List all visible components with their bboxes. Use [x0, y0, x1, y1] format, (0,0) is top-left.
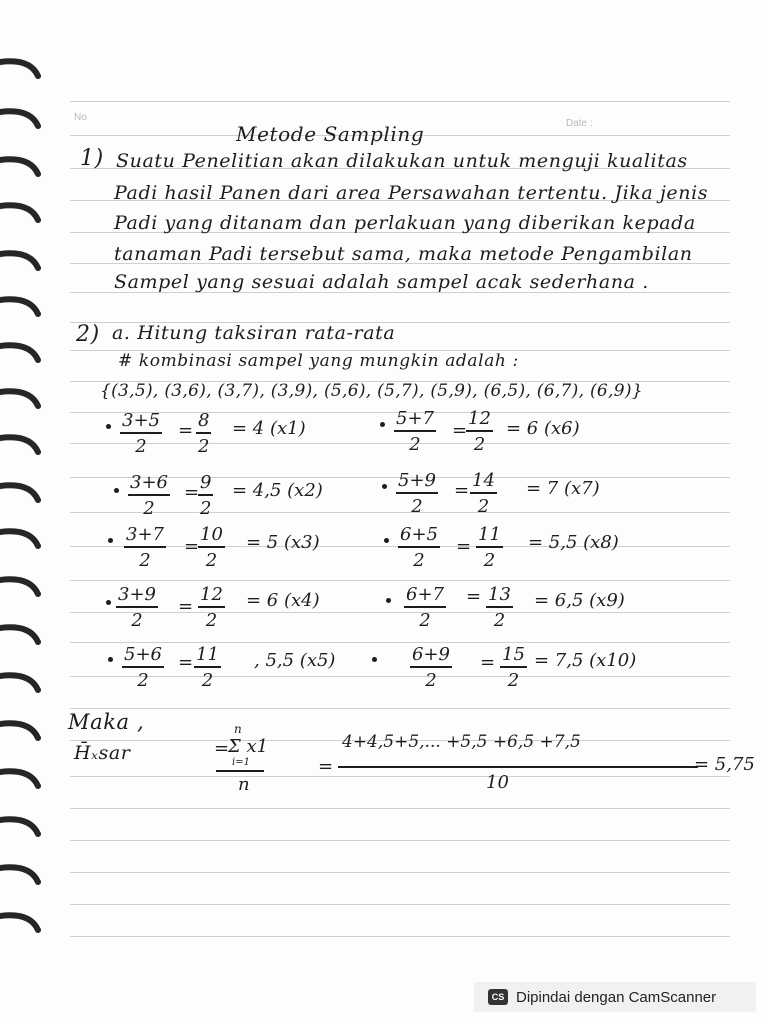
camscanner-watermark: [474, 982, 756, 1012]
fraction: $\frac{3+7}{2}$: [126, 524, 164, 571]
question-1-line: Suatu Penelitian akan dilakukan untuk menguji kualitas: [116, 150, 688, 172]
mean-label: H̄ₓsar: [74, 742, 131, 764]
calc-result: = 4,5 (x2): [232, 480, 323, 501]
fraction: $\frac{15}{2}$: [502, 644, 525, 691]
question-1-line: Padi yang ditanam dan perlakuan yang diberikan kepada: [114, 212, 696, 234]
final-result: = 5,75: [694, 754, 755, 775]
fraction: $\frac{9}{2}$: [200, 472, 212, 519]
fraction: $\frac{5+7}{2}$: [396, 408, 434, 455]
calc-result: , 5,5 (x5): [254, 650, 336, 671]
fraction: $\frac{6+9}{2}$: [412, 644, 450, 691]
question-1-line: tanaman Padi tersebut sama, maka metode Pengambilan: [114, 243, 693, 265]
fraction: $\frac{5+9}{2}$: [398, 470, 436, 517]
calc-result: = 6 (x6): [506, 418, 580, 439]
calc-result: = 7,5 (x10): [534, 650, 637, 671]
calc-result: = 5 (x3): [246, 532, 320, 553]
question-2-number: 2): [76, 322, 100, 347]
fraction: $\frac{13}{2}$: [488, 584, 511, 631]
watermark-text: Dipindai dengan CamScanner: [516, 988, 717, 1006]
notebook-page: No Date : Metode Sampling 1) Suatu Penelitian akan dilakukan untuk menguji kualitas Padi hasil Panen dari area Persawahan tertentu. Jika jenis Padi yang ditanam dan perlakuan yang diberikan kepada tanaman Padi tersebut sama, maka metode Pengambilan Sampel yang sesuai adalah sampel acak sederhana . 2) a. Hitung taksiran rata-rata # kombinasi sampel yang mungkin adalah : {(3,5), (3,6), (3,7), (3,9), (5,6), (5,7), (5,9), (6,5), (6,7), (6,9)} $\frac{3+5}{2}$ = $\frac{8}{2}$ = 4 (x1) $\frac{3+6}{2}$ = $\frac{9}{2}$ = 4,5 (x2) $\frac{3+7}{2}$ = $\frac{10}{2}$ = 5 (x3) $\frac{3+9}{2}$ = $\frac{12}{2}$ = 6 (x4) $\frac{5+6}{2}$ = $\frac{11}{2}$ , 5,5 (x5) $\frac{5+7}{2}$ = $\frac{12}{2}$ = 6 (x6) $\frac{5+9}{2}$ = $\frac{14}{2}$ = 7 (x7) $\frac{6+5}{2}$ = $\frac{11}{2}$ = 5,5 (x8) $\frac{6+7}{2}$ = $\frac{13}{2}$ = 6,5 (x9) $\frac{6+9}{2}$ = $\frac{15}{2}$ = 7,5 (x10) Maka , H̄ₓsar = n Σ x1 i=1 n = 4+4,5+5,... +5,5 +6,5 +7,5 10 = 5,75: [0, 0, 768, 1024]
conclusion-label: Maka ,: [68, 710, 145, 734]
question-2-heading: a. Hitung taksiran rata-rata: [112, 322, 396, 344]
fraction: $\frac{11}{2}$: [478, 524, 501, 571]
calc-result: = 4 (x1): [232, 418, 306, 439]
date-label: Date :: [566, 118, 593, 129]
fraction: $\frac{6+7}{2}$: [406, 584, 444, 631]
calc-result: = 7 (x7): [526, 478, 600, 499]
question-1-number: 1): [80, 146, 104, 171]
fraction: $\frac{14}{2}$: [472, 470, 495, 517]
question-1-line: Sampel yang sesuai adalah sampel acak sederhana .: [114, 271, 649, 293]
page-title: Metode Sampling: [236, 122, 425, 146]
fraction: $\frac{12}{2}$: [200, 584, 223, 631]
fraction: $\frac{8}{2}$: [198, 410, 210, 457]
combination-set: {(3,5), (3,6), (3,7), (3,9), (5,6), (5,7), (5,9), (6,5), (6,7), (6,9)}: [100, 381, 643, 401]
fraction: $\frac{10}{2}$: [200, 524, 223, 571]
no-label: No: [74, 112, 87, 123]
spiral-binding-icon: [0, 0, 60, 1024]
fraction: $\frac{6+5}{2}$: [400, 524, 438, 571]
fraction: $\frac{3+9}{2}$: [118, 584, 156, 631]
combination-intro: # kombinasi sampel yang mungkin adalah :: [118, 351, 519, 371]
question-1-line: Padi hasil Panen dari area Persawahan tertentu. Jika jenis: [114, 182, 709, 204]
calc-result: = 5,5 (x8): [528, 532, 619, 553]
calc-result: = 6,5 (x9): [534, 590, 625, 611]
camscanner-logo-icon: CS: [488, 989, 508, 1005]
fraction: $\frac{12}{2}$: [468, 408, 491, 455]
fraction: $\frac{3+5}{2}$: [122, 410, 160, 457]
calc-result: = 6 (x4): [246, 590, 320, 611]
fraction: $\frac{3+6}{2}$: [130, 472, 168, 519]
fraction: $\frac{11}{2}$: [196, 644, 219, 691]
fraction: $\frac{5+6}{2}$: [124, 644, 162, 691]
